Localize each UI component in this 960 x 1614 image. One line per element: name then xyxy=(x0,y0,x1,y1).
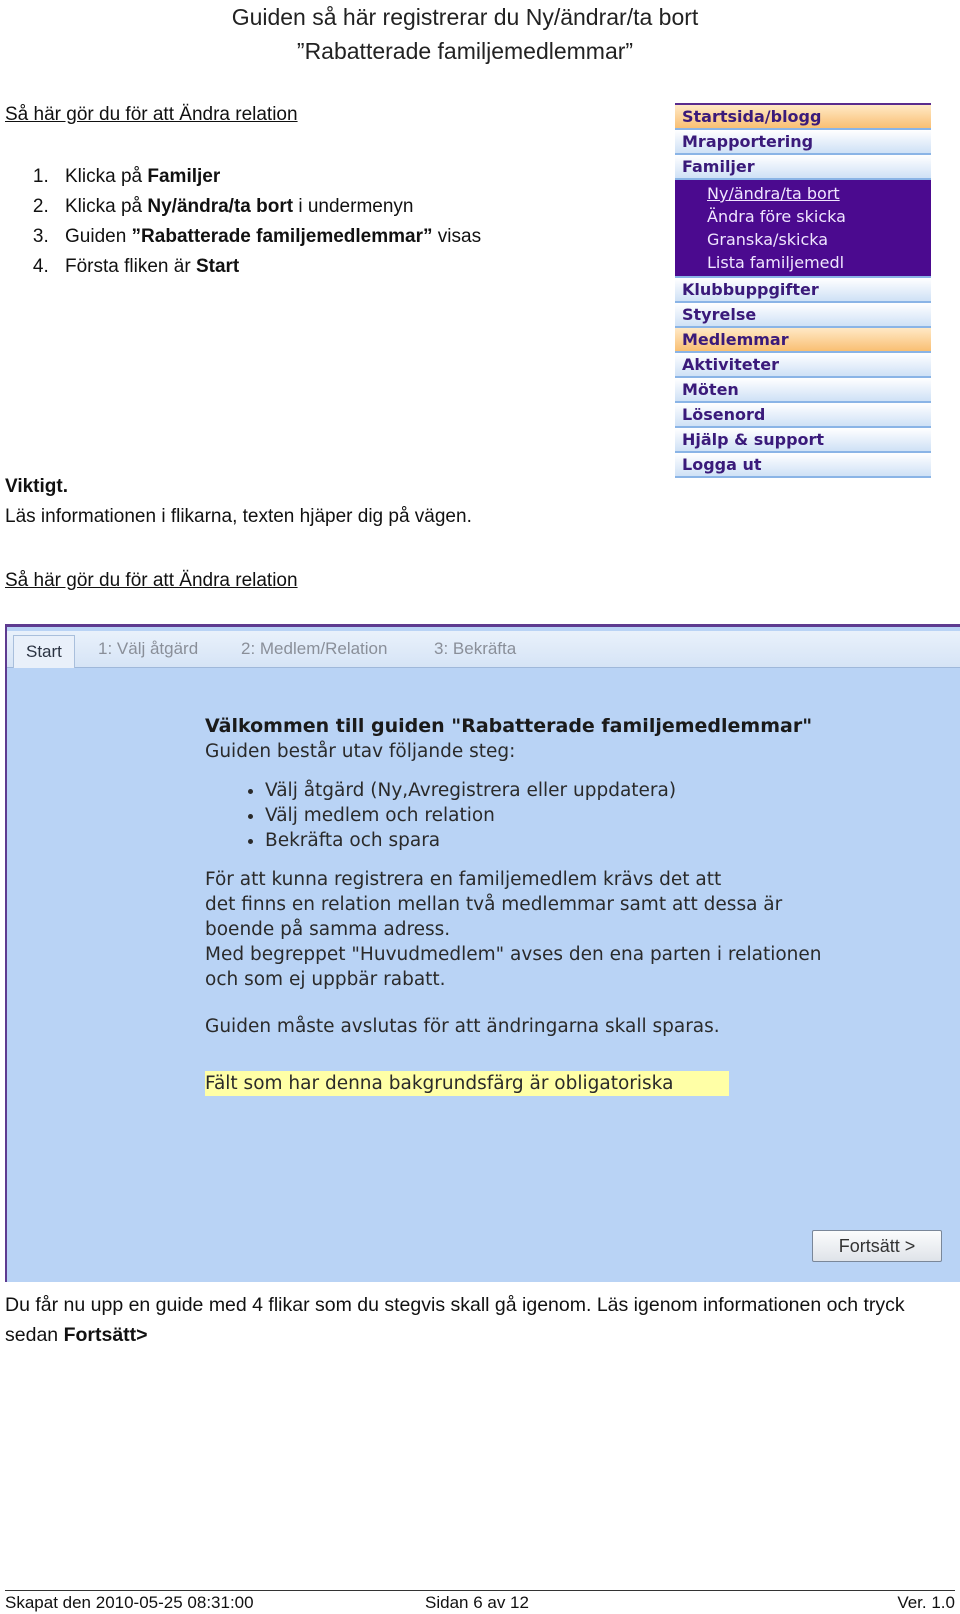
wizard-paragraph-line: och som ej uppbär rabatt. xyxy=(205,969,446,990)
step-item: 1. Klicka på Familjer xyxy=(54,162,654,192)
submenu-item-lista-familjemedl[interactable]: Lista familjemedl xyxy=(707,253,845,272)
footer-created: Skapat den 2010-05-25 08:31:00 xyxy=(5,1593,254,1612)
wizard-paragraph-line: det finns en relation mellan två medlemmar samt att dessa är xyxy=(205,894,783,915)
steps-list xyxy=(30,162,654,282)
menu-item-klubbuppgifter[interactable]: Klubbuppgifter xyxy=(675,278,931,303)
menu-item-aktiviteter[interactable]: Aktiviteter xyxy=(675,353,931,378)
wizard-tabs xyxy=(7,631,960,668)
wizard-content xyxy=(205,714,925,1096)
wizard-paragraph-line: Med begreppet "Huvudmedlem" avses den ena parten i relationen xyxy=(205,944,822,965)
page-footer xyxy=(5,1590,955,1613)
menu-item-hjalp-support[interactable]: Hjälp & support xyxy=(675,428,931,453)
menu-item-medlemmar[interactable]: Medlemmar xyxy=(675,328,931,353)
wizard-save-note: Guiden måste avslutas för att ändringarna skall sparas. xyxy=(205,1016,720,1037)
wizard-paragraph-line: För att kunna registrera en familjemedlem krävs det att xyxy=(205,869,722,890)
menu-item-mrapportering[interactable]: Mrapportering xyxy=(675,130,931,155)
menu-item-losenord[interactable]: Lösenord xyxy=(675,403,931,428)
menu-item-familjer[interactable]: Familjer xyxy=(675,155,931,180)
footer-version: Ver. 1.0 xyxy=(897,1593,955,1612)
tab-medlem-relation[interactable]: 2: Medlem/Relation xyxy=(241,639,388,658)
step-item: 4. Första fliken är Start xyxy=(54,252,654,282)
summary-text: Du får nu upp en guide med 4 flikar som du stegvis skall gå igenom. Läs igenom informationen och tryck sedan Fortsätt> xyxy=(5,1294,905,1346)
step-item: 2. Klicka på Ny/ändra/ta bort i undermenyn xyxy=(54,192,654,222)
familjer-submenu xyxy=(675,180,931,278)
note-text: Läs informationen i flikarna, texten hjäper dig på vägen. xyxy=(5,506,472,527)
wizard-step-item: • Välj medlem och relation xyxy=(265,803,925,828)
submenu-item-granska-skicka[interactable]: Granska/skicka xyxy=(707,230,829,249)
tab-bekrafta[interactable]: 3: Bekräfta xyxy=(434,639,517,658)
wizard-paragraph-line: boende på samma adress. xyxy=(205,919,451,940)
step-item: 3. Guiden ”Rabatterade familjemedlemmar” visas xyxy=(54,222,654,252)
menu-item-logga-ut[interactable]: Logga ut xyxy=(675,453,931,478)
summary-bold: Fortsätt> xyxy=(63,1324,148,1346)
wizard-step-item: • Bekräfta och spara xyxy=(265,828,925,853)
next-button[interactable]: Fortsätt > xyxy=(812,1230,942,1262)
footer-page-number: Sidan 6 av 12 xyxy=(425,1593,529,1612)
section-heading-2: Så här gör du för att Ändra relation xyxy=(5,570,298,591)
submenu-item-ny-andra-ta-bort[interactable]: Ny/ändra/ta bort xyxy=(707,184,840,203)
mandatory-field-note: Fält som har denna bakgrundsfärg är obligatoriska xyxy=(205,1071,729,1096)
wizard-welcome-title: Välkommen till guiden "Rabatterade familjemedlemmar" xyxy=(205,715,813,737)
document-title-line2: ”Rabatterade familjemedlemmar” xyxy=(296,38,634,64)
menu-item-moten[interactable]: Möten xyxy=(675,378,931,403)
menu-item-startsida[interactable]: Startsida/blogg xyxy=(675,105,931,130)
side-menu xyxy=(675,103,931,478)
tab-valj-atgard[interactable]: 1: Välj åtgärd xyxy=(98,639,199,658)
document-title xyxy=(0,0,930,68)
submenu-item-andra-fore-skicka[interactable]: Ändra före skicka xyxy=(707,207,846,226)
section-heading: Så här gör du för att Ändra relation xyxy=(5,104,298,125)
document-title-line1: Guiden så här registrerar du Ny/ändrar/ta bort xyxy=(231,4,699,30)
menu-item-styrelse[interactable]: Styrelse xyxy=(675,303,931,328)
tab-start[interactable]: Start xyxy=(13,635,75,668)
note-title: Viktigt. xyxy=(5,476,68,497)
wizard-step-item: • Välj åtgärd (Ny,Avregistrera eller uppdatera) xyxy=(265,778,925,803)
wizard-intro: Guiden består utav följande steg: xyxy=(205,741,516,762)
wizard-screenshot xyxy=(5,624,960,1282)
wizard-steps-list xyxy=(205,778,925,853)
